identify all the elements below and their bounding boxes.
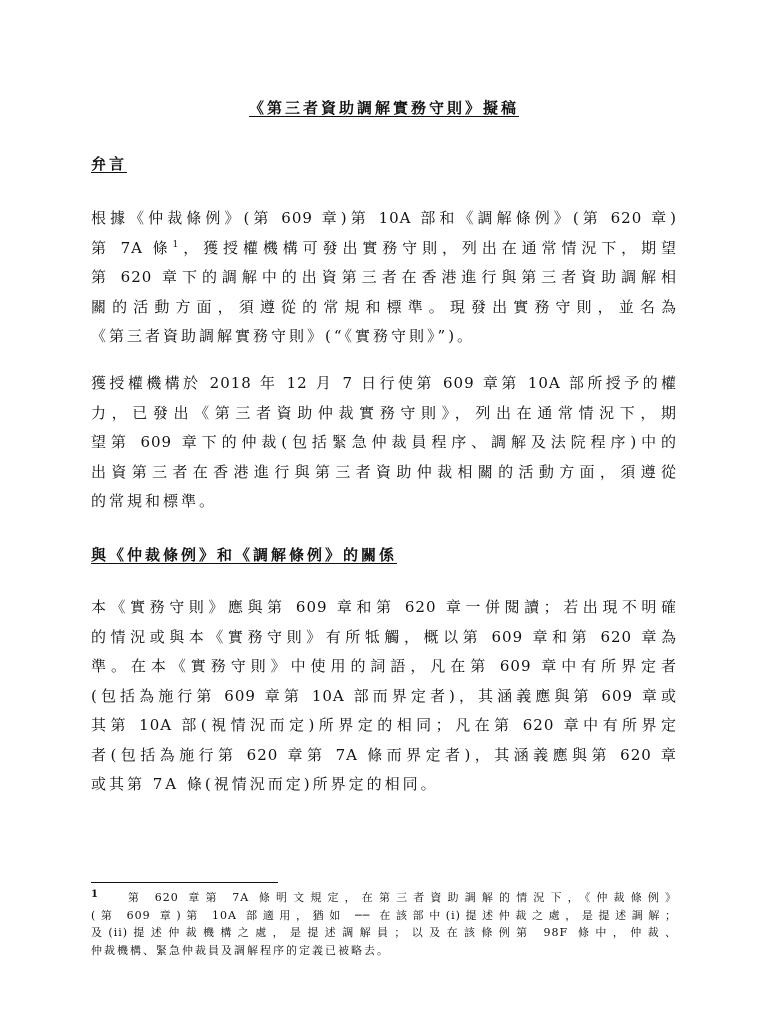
text-line: 出資第三者在香港進行與第三者資助仲裁相關的活動方面，須遵從 <box>91 462 677 481</box>
text-line: 本《實務守則》應與第 609 章和第 620 章一併閱讀；若出現不明確 <box>91 598 677 616</box>
text-line: 關的活動方面，須遵從的常規和標準。現發出實務守則，並名為 <box>91 297 677 316</box>
document-title: 《第三者資助調解實務守則》擬稿 <box>248 99 519 117</box>
text-line: 的常規和標準。 <box>91 492 218 510</box>
footnote-line: 仲裁機構、緊急仲裁員及調解程序的定義已被略去。 <box>91 943 390 957</box>
footnote-separator <box>91 882 278 883</box>
text-line: 望第 609 章下的仲裁(包括緊急仲裁員程序、調解及法院程序)中的 <box>91 433 677 451</box>
text-segment: 第 620 章第 7A 條明文規定，在第三者資助調解的情況下，《仲裁條例》 <box>127 891 677 904</box>
footnote-line: 及(ii)提述仲裁機構之處，是提述調解員；以及在該條例第 98F 條中，仲裁、 <box>91 926 677 939</box>
text-line: 者(包括為施行第 620 章第 7A 條而界定者)，其涵義應與第 620 章 <box>91 745 677 764</box>
text-line: 準。在本《實務守則》中使用的詞語，凡在第 609 章中有所界定者 <box>91 657 677 675</box>
relation-paragraph <box>91 593 677 800</box>
text-line: 《第三者資助調解實務守則》(“《實務守則》”)。 <box>91 327 476 345</box>
footnote-reference: 1 <box>172 239 180 250</box>
footnote-line: (第 609 章)第 10A 部適用，猶如 ── 在該部中(i)提述仲裁之處，是提述調解； <box>91 908 677 922</box>
preamble-heading: 弁言 <box>91 155 128 173</box>
text-line: (包括為施行第 609 章第 10A 部而界定者)，其涵義應與第 609 章或 <box>91 686 677 705</box>
text-segment: 第 7A 條 <box>91 238 173 257</box>
footnote <box>91 889 677 959</box>
text-line: 獲授權機構於 2018 年 12 月 7 日行使第 609 章第 10A 部所授予的權 <box>91 374 677 392</box>
footnote-line <box>91 889 677 907</box>
text-line: 的情況或與本《實務守則》有所牴觸，概以第 609 章和第 620 章為 <box>91 627 677 646</box>
footnote-number: 1 <box>91 889 99 900</box>
text-line: 根據《仲裁條例》(第 609 章)第 10A 部和《調解條例》(第 620 章) <box>91 209 677 227</box>
text-line: 其第 10A 部(視情況而定)所界定的相同；凡在第 620 章中有所界定 <box>91 716 677 734</box>
text-line: 或其第 7A 條(視情況而定)所界定的相同。 <box>91 775 439 793</box>
preamble-paragraph-2 <box>91 369 677 517</box>
text-line <box>91 234 677 264</box>
text-line: 力，已發出《第三者資助仲裁實務守則》，列出在通常情況下，期 <box>91 403 677 422</box>
text-segment: ， <box>179 238 204 257</box>
preamble-paragraph-1 <box>91 204 677 352</box>
text-line: 第 620 章下的調解中的出資第三者在香港進行與第三者資助調解相 <box>91 268 677 286</box>
text-segment: 獲授權機構可發出實務守則，列出在通常情況下，期望 <box>203 238 677 257</box>
relation-heading: 與《仲裁條例》和《調解條例》的關係 <box>91 546 398 564</box>
